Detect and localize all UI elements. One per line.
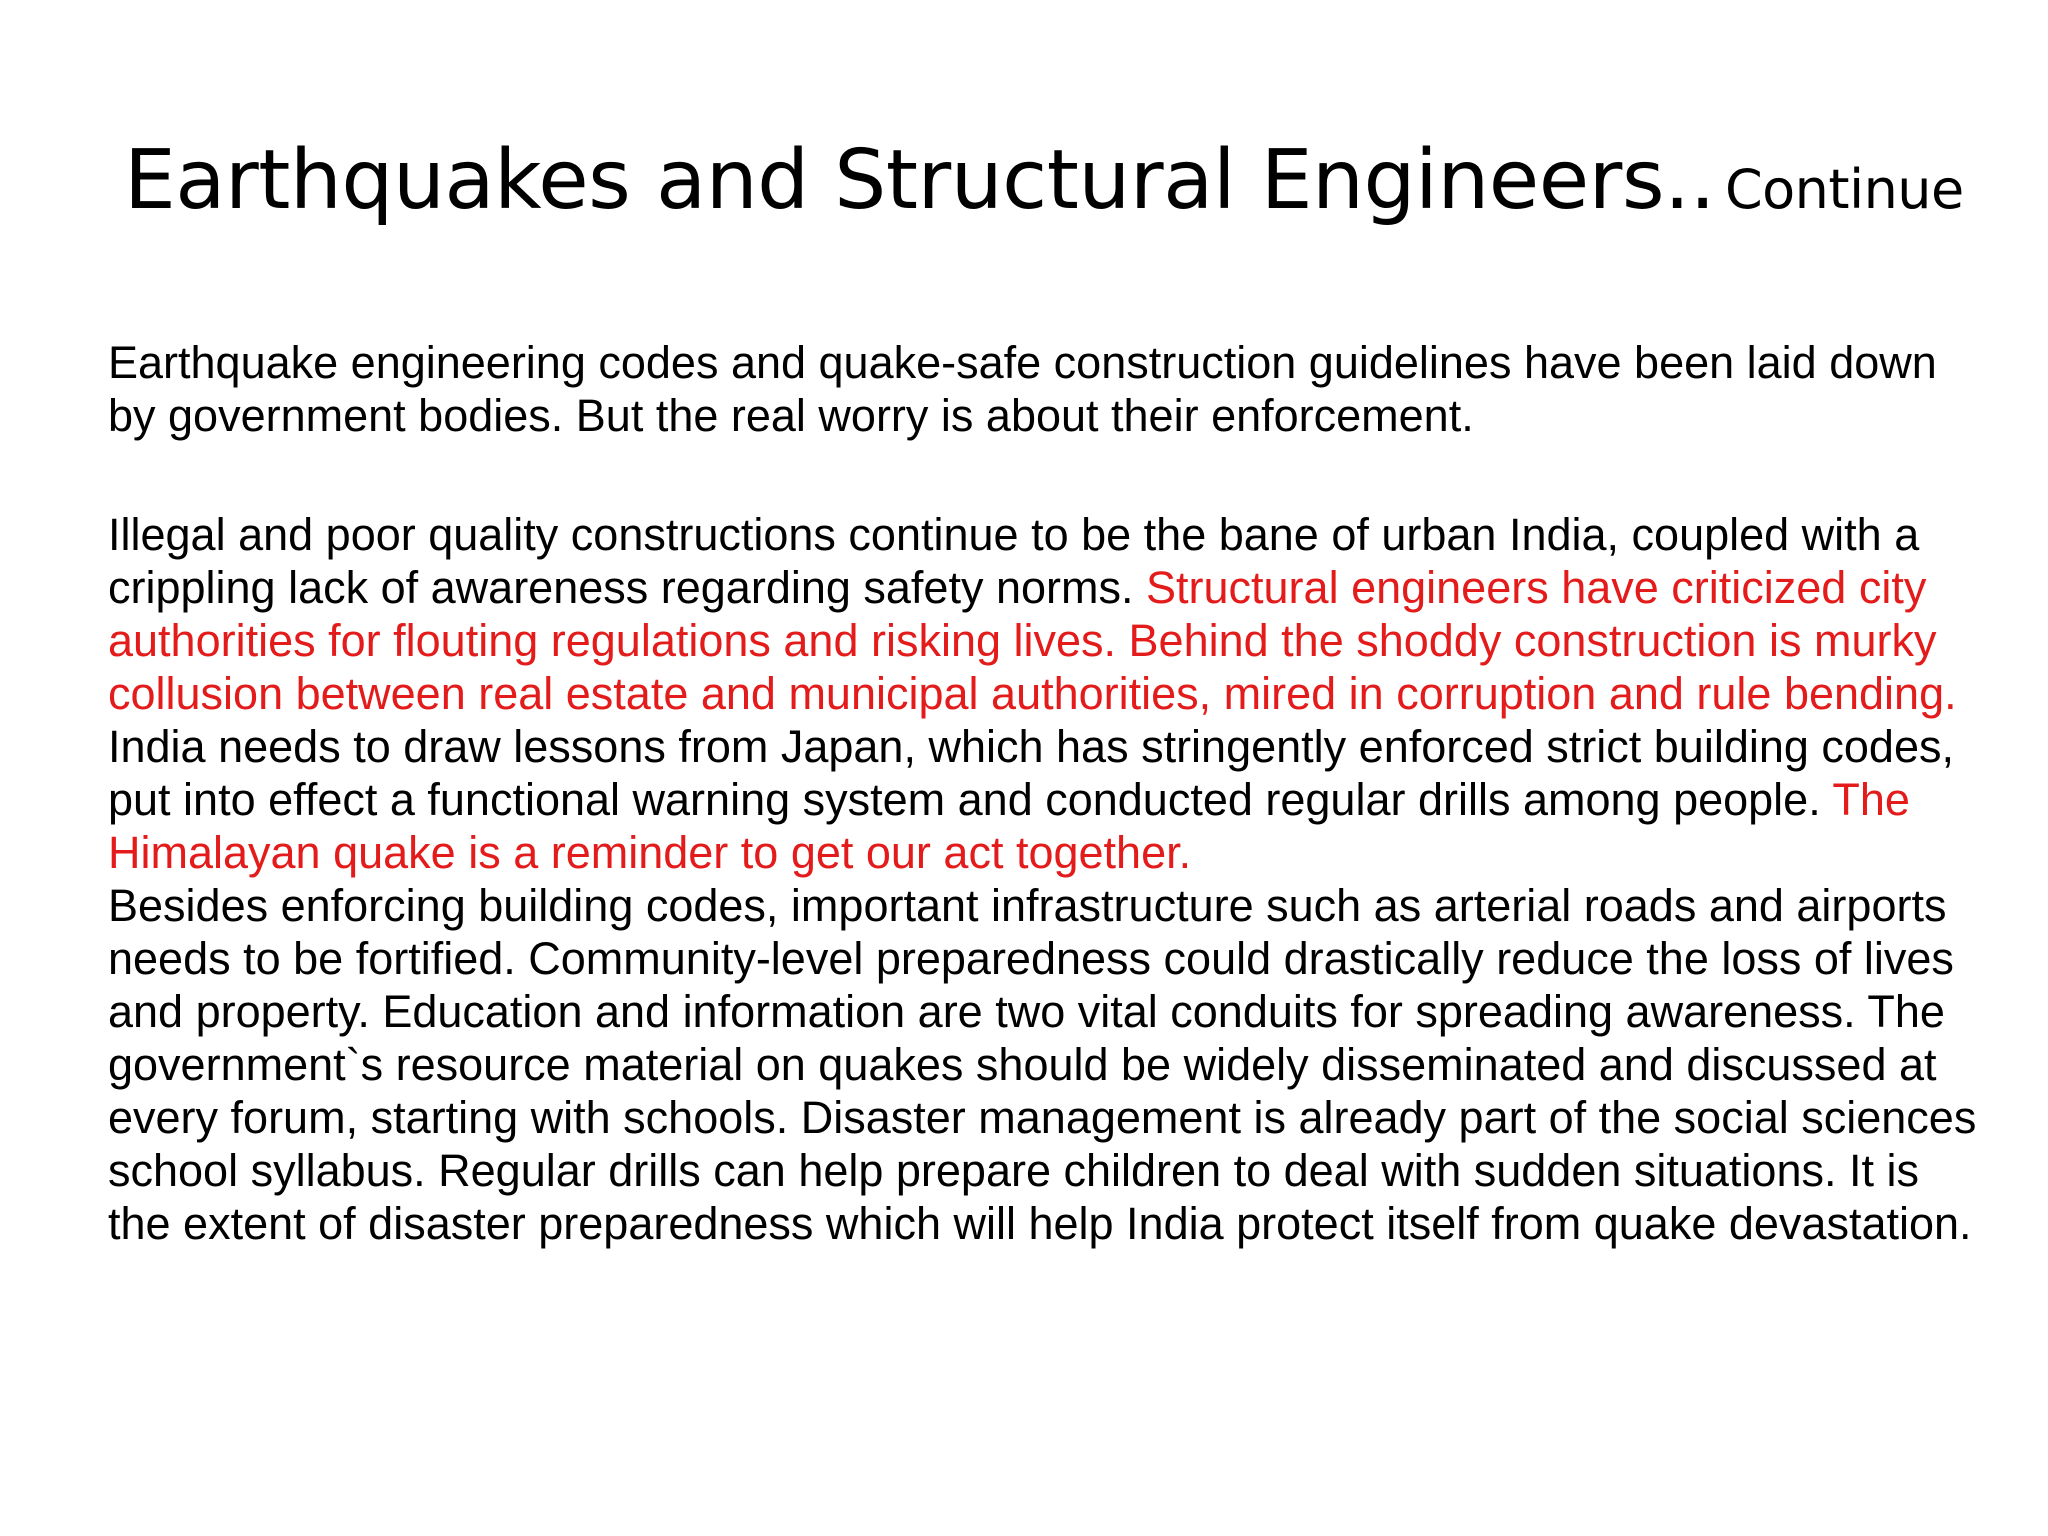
paragraph-text-illegal: Illegal and poor quality constructions continue to be the bane of urban India, coupled with a crippling lack of awareness regarding safety norms. <box>108 509 1920 613</box>
slide-title-main: Earthquakes and Structural Engineers.. <box>124 133 1716 228</box>
paragraph-enforcement: Earthquake engineering codes and quake-safe construction guidelines have been laid down by government bodies. But the real worry is about their enforcement. <box>108 337 1937 441</box>
highlight-engineers-criticism: Structural engineers have criticized city authorities for flouting regulations and risking lives. Behind the shoddy construction is murky collusion between real estate and municipal authorities, mired in corruption and rule bending. <box>108 562 1957 719</box>
slide-title <box>124 133 1964 228</box>
slide-title-suffix: Continue <box>1724 158 1964 221</box>
paragraph-text-preparedness: Besides enforcing building codes, important infrastructure such as arterial roads and airports needs to be fortified. Community-level preparedness could drastically reduce the loss of lives and property. Education and information are two vital conduits for spreading awareness. The government`s resource material on quakes should be widely disseminated and discussed at every forum, starting with schools. Disaster management is already part of the social sciences school syllabus. Regular drills can help prepare children to deal with sudden situations. It is the extent of disaster preparedness which will help India protect itself from quake devastation. <box>108 880 1977 1249</box>
slide-body <box>108 336 1988 1250</box>
paragraph-text-japan: India needs to draw lessons from Japan, which has stringently enforced strict building codes, put into effect a functional warning system and conducted regular drills among people. <box>108 721 1954 825</box>
paragraph-construction <box>108 508 1988 1250</box>
highlight-himalayan-quake: The Himalayan quake is a reminder to get our act together. <box>108 774 1910 878</box>
